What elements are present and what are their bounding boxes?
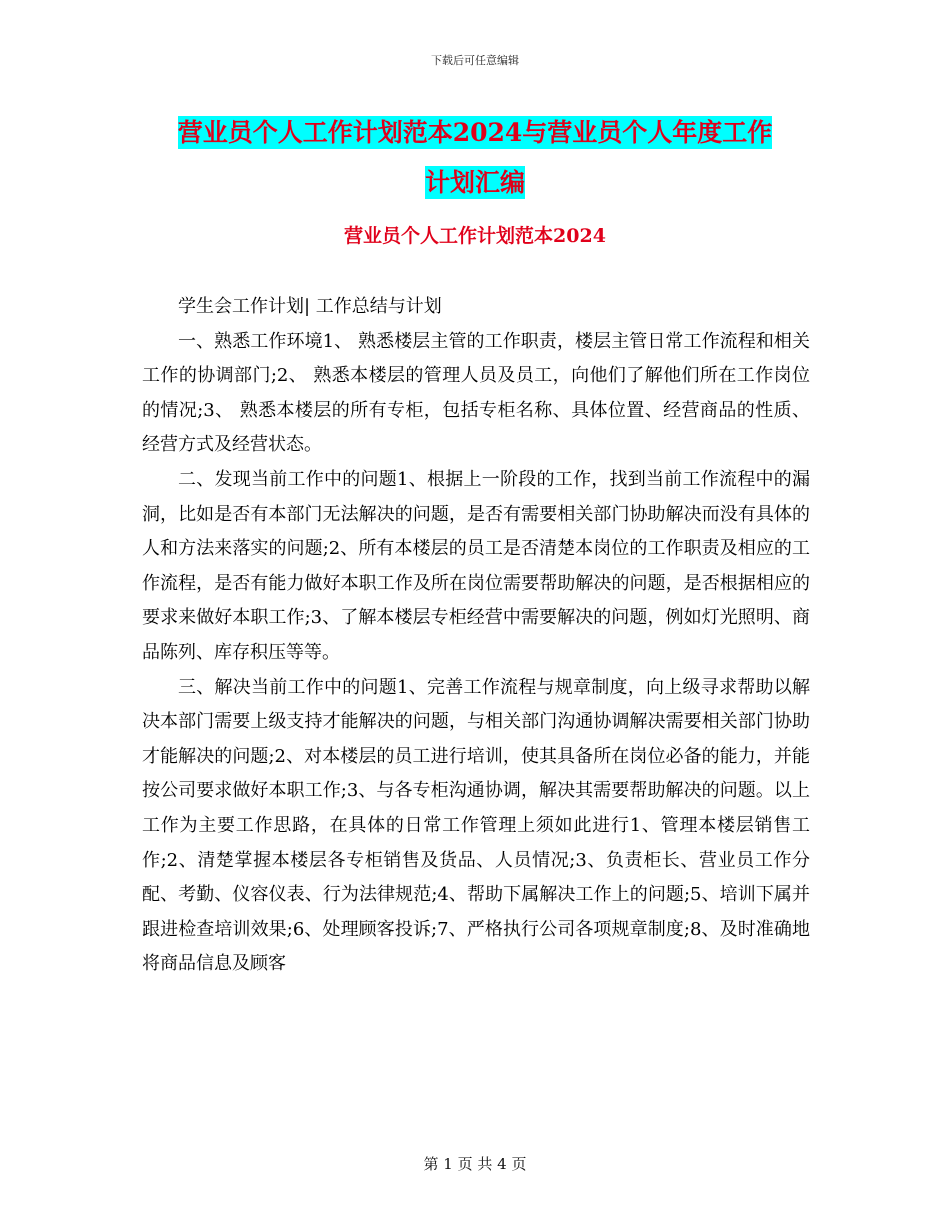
paragraph: 二、发现当前工作中的问题1、根据上一阶段的工作，找到当前工作流程中的漏洞，比如是否有本部门无法解决的问题，是否有需要相关部门协助解决而没有具体的人和方法来落实的问题;2、所有本楼层的员工是否清楚本岗位的工作职责及相应的工作流程，是否有能力做好本职工作及所在岗位需要帮助解决的问题，是否根据相应的要求来做好本职工作;3、了解本楼层专柜经营中需要解决的问题，例如灯光照明、商品陈列、库存积压等等。 <box>142 468 810 663</box>
paragraph: 一、熟悉工作环境1、 熟悉楼层主管的工作职责，楼层主管日常工作流程和相关工作的协调部门;2、 熟悉本楼层的管理人员及员工，向他们了解他们所在工作岗位的情况;3、 熟悉本楼层的所有专柜，包括专柜名称、具体位置、经营商品的性质、经营方式及经营状态。 <box>142 330 810 456</box>
page-header-note: 下载后可任意编辑 <box>431 54 519 67</box>
document-title <box>0 108 950 208</box>
section-title: 营业员个人工作计划范本2024 <box>344 225 606 247</box>
page-number-footer: 第 1 页 共 4 页 <box>423 1155 527 1173</box>
paragraph: 三、解决当前工作中的问题1、完善工作流程与规章制度，向上级寻求帮助以解决本部门需要上级支持才能解决的问题，与相关部门沟通协调解决需要相关部门协助才能解决的问题;2、对本楼层的员工进行培训，使其具备所在岗位必备的能力，并能按公司要求做好本职工作;3、与各专柜沟通协调，解决其需要帮助解决的问题。以上工作为主要工作思路，在具体的日常工作管理上须如此进行1、管理本楼层销售工作;2、清楚掌握本楼层各专柜销售及货品、人员情况;3、负责柜长、营业员工作分配、考勤、仪容仪表、行为法律规范;4、帮助下属解决工作上的问题;5、培训下属并跟进检查培训效果;6、处理顾客投诉;7、严格执行公司各项规章制度;8、及时准确地将商品信息及顾客 <box>142 676 810 975</box>
paragraph-heading: 学生会工作计划| 工作总结与计划 <box>178 296 442 317</box>
document-title-line-1: 营业员个人工作计划范本2024与营业员个人年度工作 <box>177 118 773 147</box>
document-title-line-2: 计划汇编 <box>424 168 525 197</box>
document-body <box>142 290 810 982</box>
